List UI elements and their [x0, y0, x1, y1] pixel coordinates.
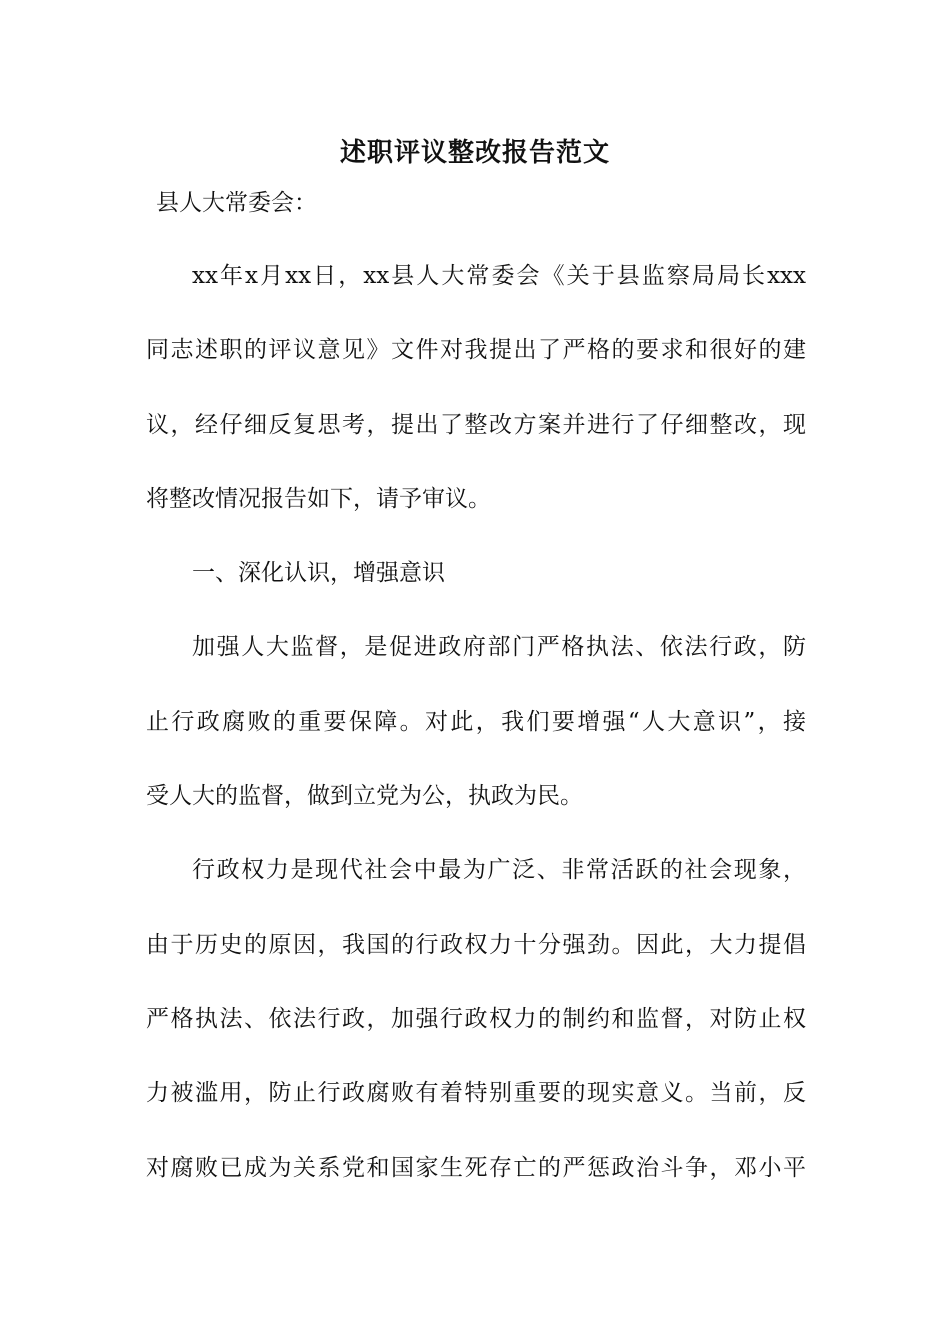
paragraph-2-line-2: 止行政腐败的重要保障。对此，我们要增强“人大意识”，接 — [146, 708, 806, 735]
document-body — [146, 254, 806, 1220]
paragraph-3-line-4: 力被滥用，防止行政腐败有着特别重要的现实意义。当前，反 — [146, 1080, 806, 1107]
salutation: 县人大常委会： — [156, 190, 317, 216]
paragraph-3-line-2: 由于历史的原因，我国的行政权力十分强劲。因此，大力提倡 — [146, 931, 806, 958]
paragraph-1-line-2: 同志述职的评议意见》文件对我提出了严格的要求和很好的建 — [146, 337, 806, 364]
document-title: 述职评议整改报告范文 — [339, 138, 610, 168]
paragraph-3-line-1: 行政权力是现代社会中最为广泛、非常活跃的社会现象， — [192, 857, 806, 884]
paragraph-1-line-1: xx年x月xx日，xx县人大常委会《关于县监察局局长xxx — [192, 263, 806, 289]
paragraph-3-line-3: 严格执法、依法行政，加强行政权力的制约和监督，对防止权 — [146, 1005, 806, 1032]
paragraph-3-line-5: 对腐败已成为关系党和国家生死存亡的严惩政治斗争，邓小平 — [146, 1154, 806, 1181]
paragraph-2-line-1: 加强人大监督，是促进政府部门严格执法、依法行政，防 — [192, 634, 806, 661]
paragraph-1-line-3: 议，经仔细反复思考，提出了整改方案并进行了仔细整改，现 — [146, 411, 806, 438]
section-heading-1: 一、深化认识，增强意识 — [192, 560, 445, 587]
paragraph-1-line-4: 将整改情况报告如下，请予审议。 — [146, 485, 491, 512]
paragraph-2-line-3: 受人大的监督，做到立党为公，执政为民。 — [146, 783, 583, 810]
